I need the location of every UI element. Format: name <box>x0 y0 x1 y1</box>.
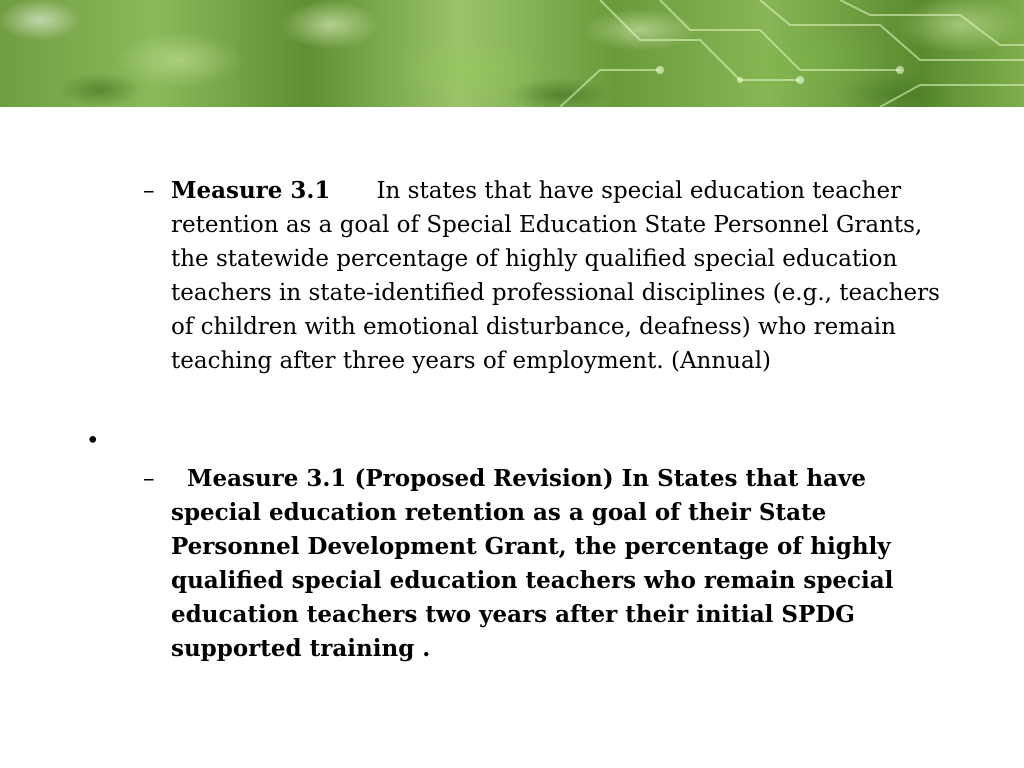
measure-3-1-revision-paragraph <box>171 462 946 666</box>
empty-bullet: • <box>86 428 100 454</box>
revision-description: Measure 3.1 (Proposed Revision) In States that have special education retention as a goal of their State Personnel Development Grant, the percentage of highly qualified special education teachers who remain special education teachers two years after their initial SPDG supported training . <box>171 465 894 662</box>
measure-3-1-paragraph <box>171 174 941 378</box>
dash-marker: – <box>143 466 155 492</box>
measure-label: Measure 3.1 <box>171 177 331 204</box>
measure-description: In states that have special education teacher retention as a goal of Special Education State Personnel Grants, the statewide percentage of highly qualified special education teachers in state-identified professional disciplines (e.g., teachers of children with emotional disturbance, deafness) who remain teaching after three years of employment. (Annual) <box>171 178 940 374</box>
dash-marker: – <box>143 178 155 204</box>
